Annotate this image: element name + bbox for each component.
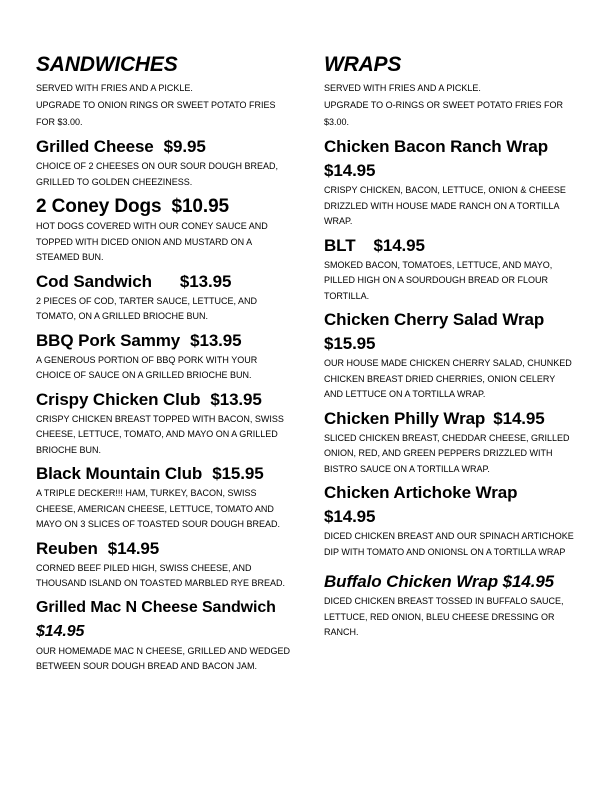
sandwiches-served-note: SERVED WITH FRIES AND A PICKLE.: [36, 83, 193, 93]
wraps-upgrade-note: UPGRADE TO O-RINGS OR SWEET POTATO FRIES FOR $3.00.: [324, 100, 564, 127]
menu-item-price: $13.95: [210, 389, 262, 409]
menu-item-name: 2 Coney Dogs $10.95: [36, 196, 230, 217]
menu-item-description: SLICED CHICKEN BREAST, CHEDDAR CHEESE, GRILLED ONION, RED, AND GREEN PEPPERS DRIZZLED WITH BISTRO SAUCE ON A TORTILLA WRAP.: [324, 432, 570, 474]
menu-item-name: BBQ Pork Sammy $13.95: [36, 330, 242, 350]
menu-item-price: $14.95: [373, 235, 425, 255]
wraps-title: WRAPS: [324, 53, 402, 76]
menu-item-price: $14.95: [502, 572, 555, 591]
menu-item-description: CORNED BEEF PILED HIGH, SWISS CHEESE, AND THOUSAND ISLAND ON TOASTED MARBLED RYE BREAD.: [36, 562, 286, 588]
menu-item-description: CRISPY CHICKEN BREAST TOPPED WITH BACON, SWISS CHEESE, LETTUCE, TOMATO, AND MAYO ON A GRILLED BRIOCHE BUN.: [36, 413, 284, 455]
menu-item-name: Buffalo Chicken Wrap $14.95: [324, 572, 555, 591]
menu-item-price: $14.95: [324, 507, 376, 526]
menu-item-price: $14.95: [493, 408, 545, 428]
menu-item-name: Chicken Cherry Salad Wrap $15.95: [324, 308, 576, 356]
menu-item-name: BLT $14.95: [324, 235, 425, 255]
menu-item-name: Black Mountain Club $15.95: [36, 464, 264, 483]
menu-item-name: Chicken Artichoke Wrap $14.95: [324, 481, 576, 529]
menu-item-name: Cod Sandwich $13.95: [36, 271, 232, 291]
menu-item-description: OUR HOUSE MADE CHICKEN CHERRY SALAD, CHUNKED CHICKEN BREAST DRIED CHERRIES, ONION CELERY AND LETTUCE ON A TORTILLA WRAP.: [324, 358, 572, 399]
menu-item-price: $14.95: [107, 538, 160, 558]
sandwiches-upgrade-note: UPGRADE TO ONION RINGS OR SWEET POTATO FRIES FOR $3.00.: [36, 100, 276, 127]
menu-item-name: Grilled Mac N Cheese Sandwich $14.95: [36, 596, 291, 644]
menu-item-price: $13.95: [190, 330, 242, 350]
menu-item-description: HOT DOGS COVERED WITH OUR CONEY SAUCE AND TOPPED WITH DICED ONION AND MUSTARD ON A STEAMED BUN.: [36, 221, 268, 262]
menu-item-name: Crispy Chicken Club $13.95: [36, 389, 262, 409]
sandwiches-section: [36, 50, 291, 675]
menu-item-description: SMOKED BACON, TOMATOES, LETTUCE, AND MAYO, PILLED HIGH ON A SOURDOUGH BREAD OR FLOUR TORTILLA.: [324, 259, 553, 301]
menu-item-description: DICED CHICKEN BREAST TOSSED IN BUFFALO SAUCE, LETTUCE, RED ONION, BLEU CHEESE DRESSING OR RANCH.: [324, 596, 564, 637]
menu-item-price: $14.95: [324, 161, 376, 180]
menu-item-name: Grilled Cheese $9.95: [36, 137, 206, 156]
menu-item-description: 2 PIECES OF COD, TARTER SAUCE, LETTUCE, AND TOMATO, ON A GRILLED BRIOCHE BUN.: [36, 295, 258, 321]
menu-item-price: $15.95: [212, 464, 264, 483]
menu-item-description: A TRIPLE DECKER!!! HAM, TURKEY, BACON, SWISS CHEESE, AMERICAN CHEESE, LETTUCE, TOMATO AND MAYO ON 3 SLICES OF TOASTED SOUR DOUGH BREAD.: [36, 488, 281, 529]
menu-item-price: $10.95: [171, 196, 230, 217]
menu-item-description: DICED CHICKEN BREAST AND OUR SPINACH ARTICHOKE DIP WITH TOMATO AND ONIONSL ON A TORTILLA WRAP: [324, 531, 574, 557]
wraps-served-note: SERVED WITH FRIES AND A PICKLE.: [324, 83, 481, 93]
menu-item-description: OUR HOMEMADE MAC N CHEESE, GRILLED AND WEDGED BETWEEN SOUR DOUGH BREAD AND BACON JAM.: [36, 645, 291, 671]
menu-item-name: Reuben $14.95: [36, 538, 160, 558]
menu-item-description: A GENEROUS PORTION OF BBQ PORK WITH YOUR CHOICE OF SAUCE ON A GRILLED BRIOCHE BUN.: [36, 354, 258, 380]
sandwiches-title: SANDWICHES: [36, 53, 178, 76]
menu-item-description: CHOICE OF 2 CHEESES ON OUR SOUR DOUGH BREAD, GRILLED TO GOLDEN CHEEZINESS.: [36, 161, 279, 187]
menu-item-price: $15.95: [324, 334, 376, 353]
menu-item-name: Chicken Philly Wrap $14.95: [324, 408, 545, 428]
wraps-section: [324, 50, 576, 641]
menu-item-price: $9.95: [163, 137, 206, 156]
menu-item-name: Chicken Bacon Ranch Wrap $14.95: [324, 135, 576, 183]
menu-item-price: $14.95: [36, 622, 85, 640]
menu-item-description: CRISPY CHICKEN, BACON, LETTUCE, ONION & CHEESE DRIZZLED WITH HOUSE MADE RANCH ON A TORTILLA WRAP.: [324, 185, 566, 226]
menu-item-price: $13.95: [179, 271, 232, 291]
